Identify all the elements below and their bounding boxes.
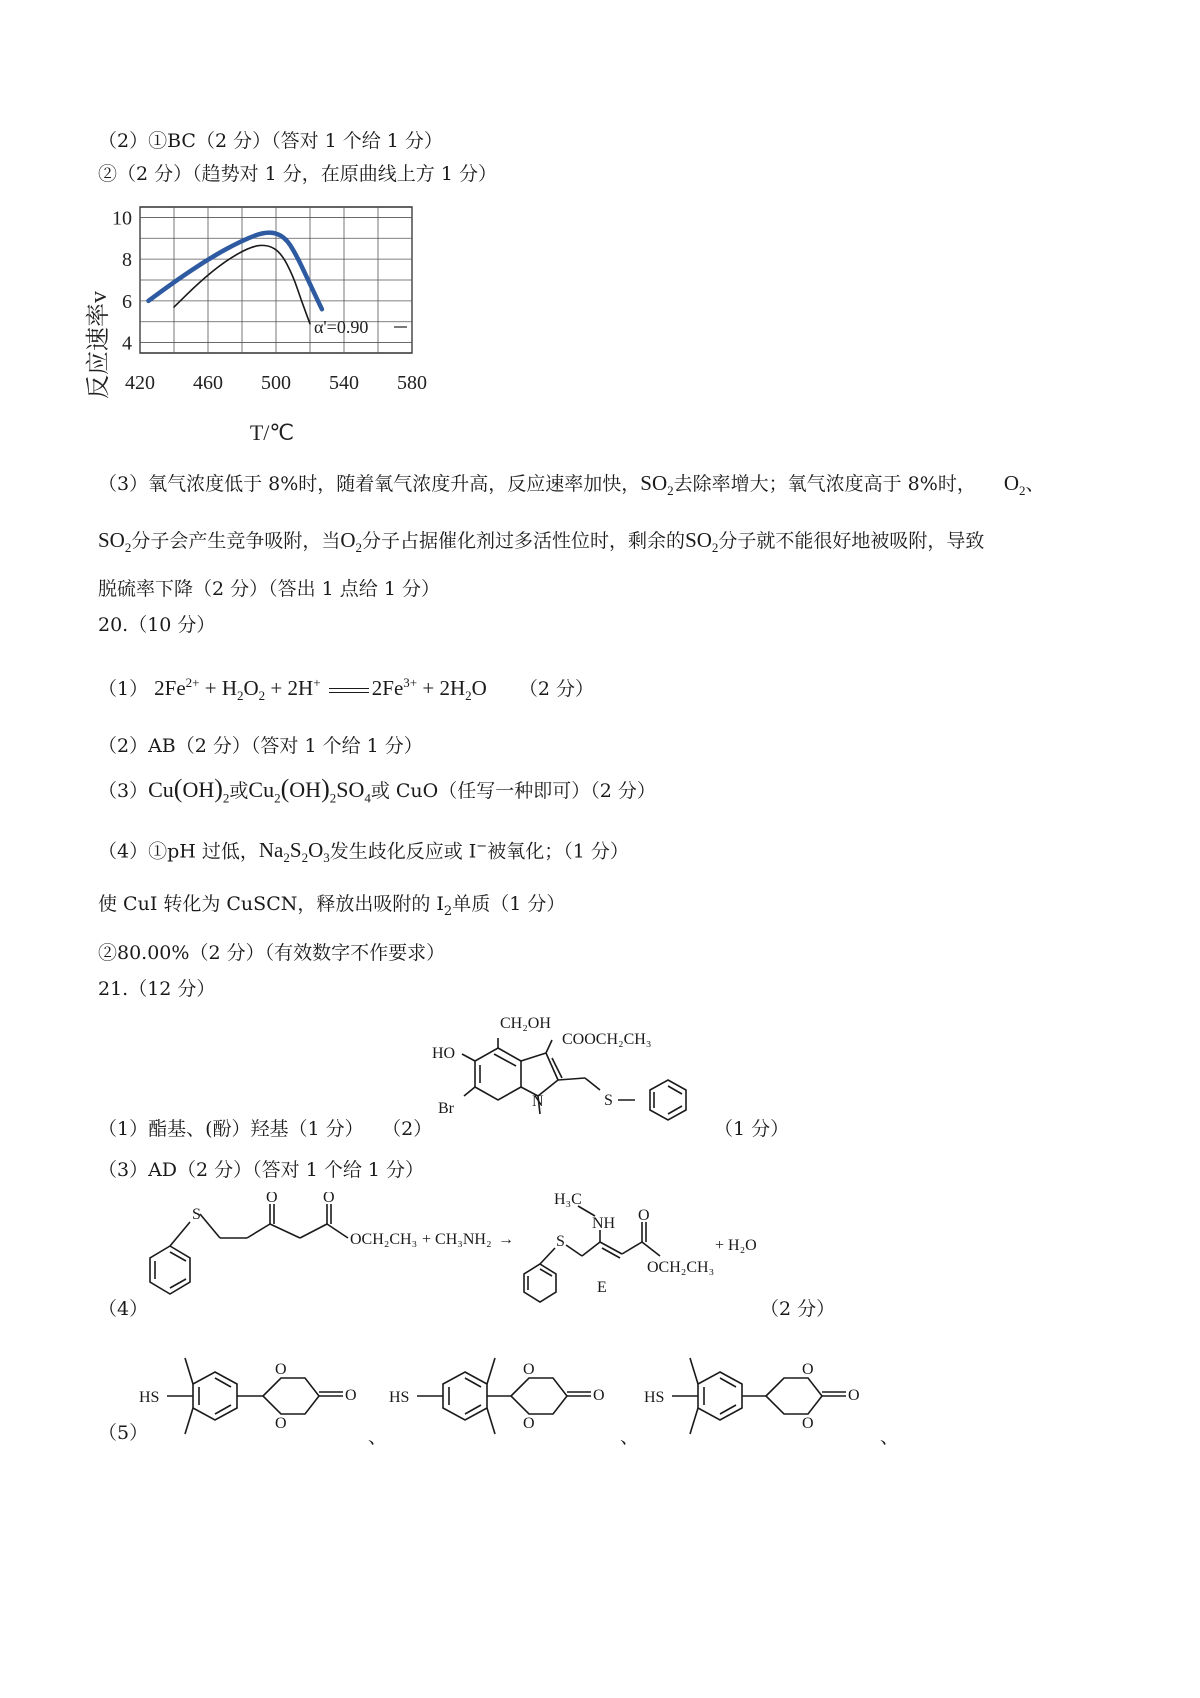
label-cooet: COOCH₂CH₃ (562, 1031, 652, 1048)
label-o-right: O (638, 1207, 650, 1224)
answer-21-4-score: （2 分） (760, 1298, 836, 1320)
label-o3: O (848, 1387, 860, 1404)
label-ch2oh: CH₂OH (500, 1015, 551, 1032)
label-o-ketone: O (266, 1192, 278, 1206)
label-arrow: → (498, 1231, 514, 1248)
answer-line-21-4: （4） (98, 1298, 149, 1320)
label-s-right: S (556, 1233, 565, 1250)
answer-line-21-3: （3）AD（2 分）（答对 1 个给 1 分） (98, 1159, 425, 1181)
label-s: S (604, 1092, 613, 1109)
answer-line-20-4-2: 使 CuI 转化为 CuSCN，释放出吸附的 $I_2$单质（1 分） (98, 893, 566, 919)
x-tick-label: 500 (261, 372, 291, 394)
label-br: Br (438, 1100, 454, 1117)
label-e: E (597, 1279, 607, 1296)
answer-line-19-3-3: 脱硫率下降（2 分）（答出 1 点给 1 分） (98, 578, 440, 600)
molecule-indole-structure (420, 1010, 720, 1135)
label-n: N (532, 1093, 544, 1110)
separator-2: 、 (620, 1426, 640, 1448)
alpha-annotation: α'=0.90 (314, 317, 369, 337)
molecule-reaction-21-4 (130, 1192, 770, 1312)
answer-line-19-2-2: ②（2 分）（趋势对 1 分，在原曲线上方 1 分） (98, 163, 497, 185)
separator-1: 、 (368, 1426, 388, 1448)
y-tick-label: 6 (122, 290, 132, 313)
answer-line-20-4-1: （4）①pH 过低，$Na_2S_2O_3$发生歧化反应或 I−被氧化；（1 分） (98, 838, 629, 866)
label-s-left: S (192, 1206, 201, 1223)
x-tick-label: 540 (329, 372, 359, 394)
label-hs: HS (139, 1389, 160, 1406)
label-o2: O (275, 1415, 287, 1432)
equation-20-1: $2Fe^{2+} + H_2O_2 + 2H^+$ $2Fe^{3+} + 2H_2O$ (154, 675, 487, 704)
x-tick-label: 460 (193, 372, 223, 394)
answer-line-21-5: （5） (98, 1422, 149, 1444)
series-line-1 (149, 233, 322, 310)
label-ocet-left: OCH₂CH₃ (350, 1231, 418, 1248)
label-o3: O (593, 1387, 605, 1404)
answer-line-20-3: $(3)Cu(OH)_2$或$Cu_2(OH)_2SO_4$或 CuO（任写一种即可）（2 分） (98, 774, 656, 806)
label-o1: O (523, 1361, 535, 1378)
y-tick-label: 10 (112, 207, 132, 230)
y-axis-label: 反应速率v (86, 291, 112, 399)
label-o2: O (802, 1415, 814, 1432)
label-ho: HO (432, 1045, 456, 1062)
x-tick-label: 580 (397, 372, 427, 394)
answer-line-20-4-3: ②80.00%（2 分）（有效数字不作要求） (98, 942, 446, 964)
molecule-isomer-2 (385, 1338, 625, 1443)
answer-line-19-3-2: $SO_2$分子会产生竞争吸附，当$O_2$分子占据催化剂过多活性位时，剩余的$SO_2$分子就不能很好地被吸附，导致 (98, 528, 985, 556)
answer-line-19-2-1: （2）①BC（2 分）（答对 1 个给 1 分） (98, 130, 443, 152)
molecule-isomer-3 (640, 1338, 890, 1443)
x-tick-label: 420 (125, 372, 155, 394)
answer-line-20-2: （2）AB（2 分）（答对 1 个给 1 分） (98, 735, 423, 757)
label-nh: NH (592, 1215, 616, 1232)
label-o1: O (802, 1361, 814, 1378)
label-hs: HS (389, 1389, 410, 1406)
label-o3: O (345, 1387, 357, 1404)
label-o-ester: O (323, 1192, 335, 1206)
question-heading-20: 20.（10 分） (98, 614, 216, 636)
label-h2o: + H₂O (715, 1237, 757, 1254)
label-ch3nh2: + CH₃NH₂ (422, 1231, 492, 1248)
answer-line-19-3-1: （3）氧气浓度低于 8%时，随着氧气浓度升高，反应速率加快，$SO_2$去除率增大；氧气浓度高于 8%时， $O_2$、 (98, 471, 1045, 499)
answer-line-21-1: （1）酯基、(酚）羟基（1 分） （2） (98, 1118, 433, 1140)
label-o1: O (275, 1361, 287, 1378)
reaction-rate-chart (82, 195, 452, 455)
answer-21-2-score: （1 分） (714, 1118, 790, 1140)
label-ocet-right: OCH₂CH₃ (647, 1259, 715, 1276)
x-axis-label: T/℃ (249, 420, 295, 445)
label-hs: HS (644, 1389, 665, 1406)
label-h3c: H₃C (554, 1192, 582, 1208)
label-o2: O (523, 1415, 535, 1432)
y-tick-label: 8 (122, 249, 132, 272)
question-heading-21: 21.（12 分） (98, 978, 216, 1000)
answer-line-20-1: （1） $2Fe^{2+} + H_2O_2 + 2H^+$ $2Fe^{3+} + 2H_2O$ （2 分） (98, 675, 594, 704)
molecule-isomer-1 (135, 1338, 385, 1443)
separator-3: 、 (880, 1426, 900, 1448)
y-tick-label: 4 (122, 332, 132, 355)
